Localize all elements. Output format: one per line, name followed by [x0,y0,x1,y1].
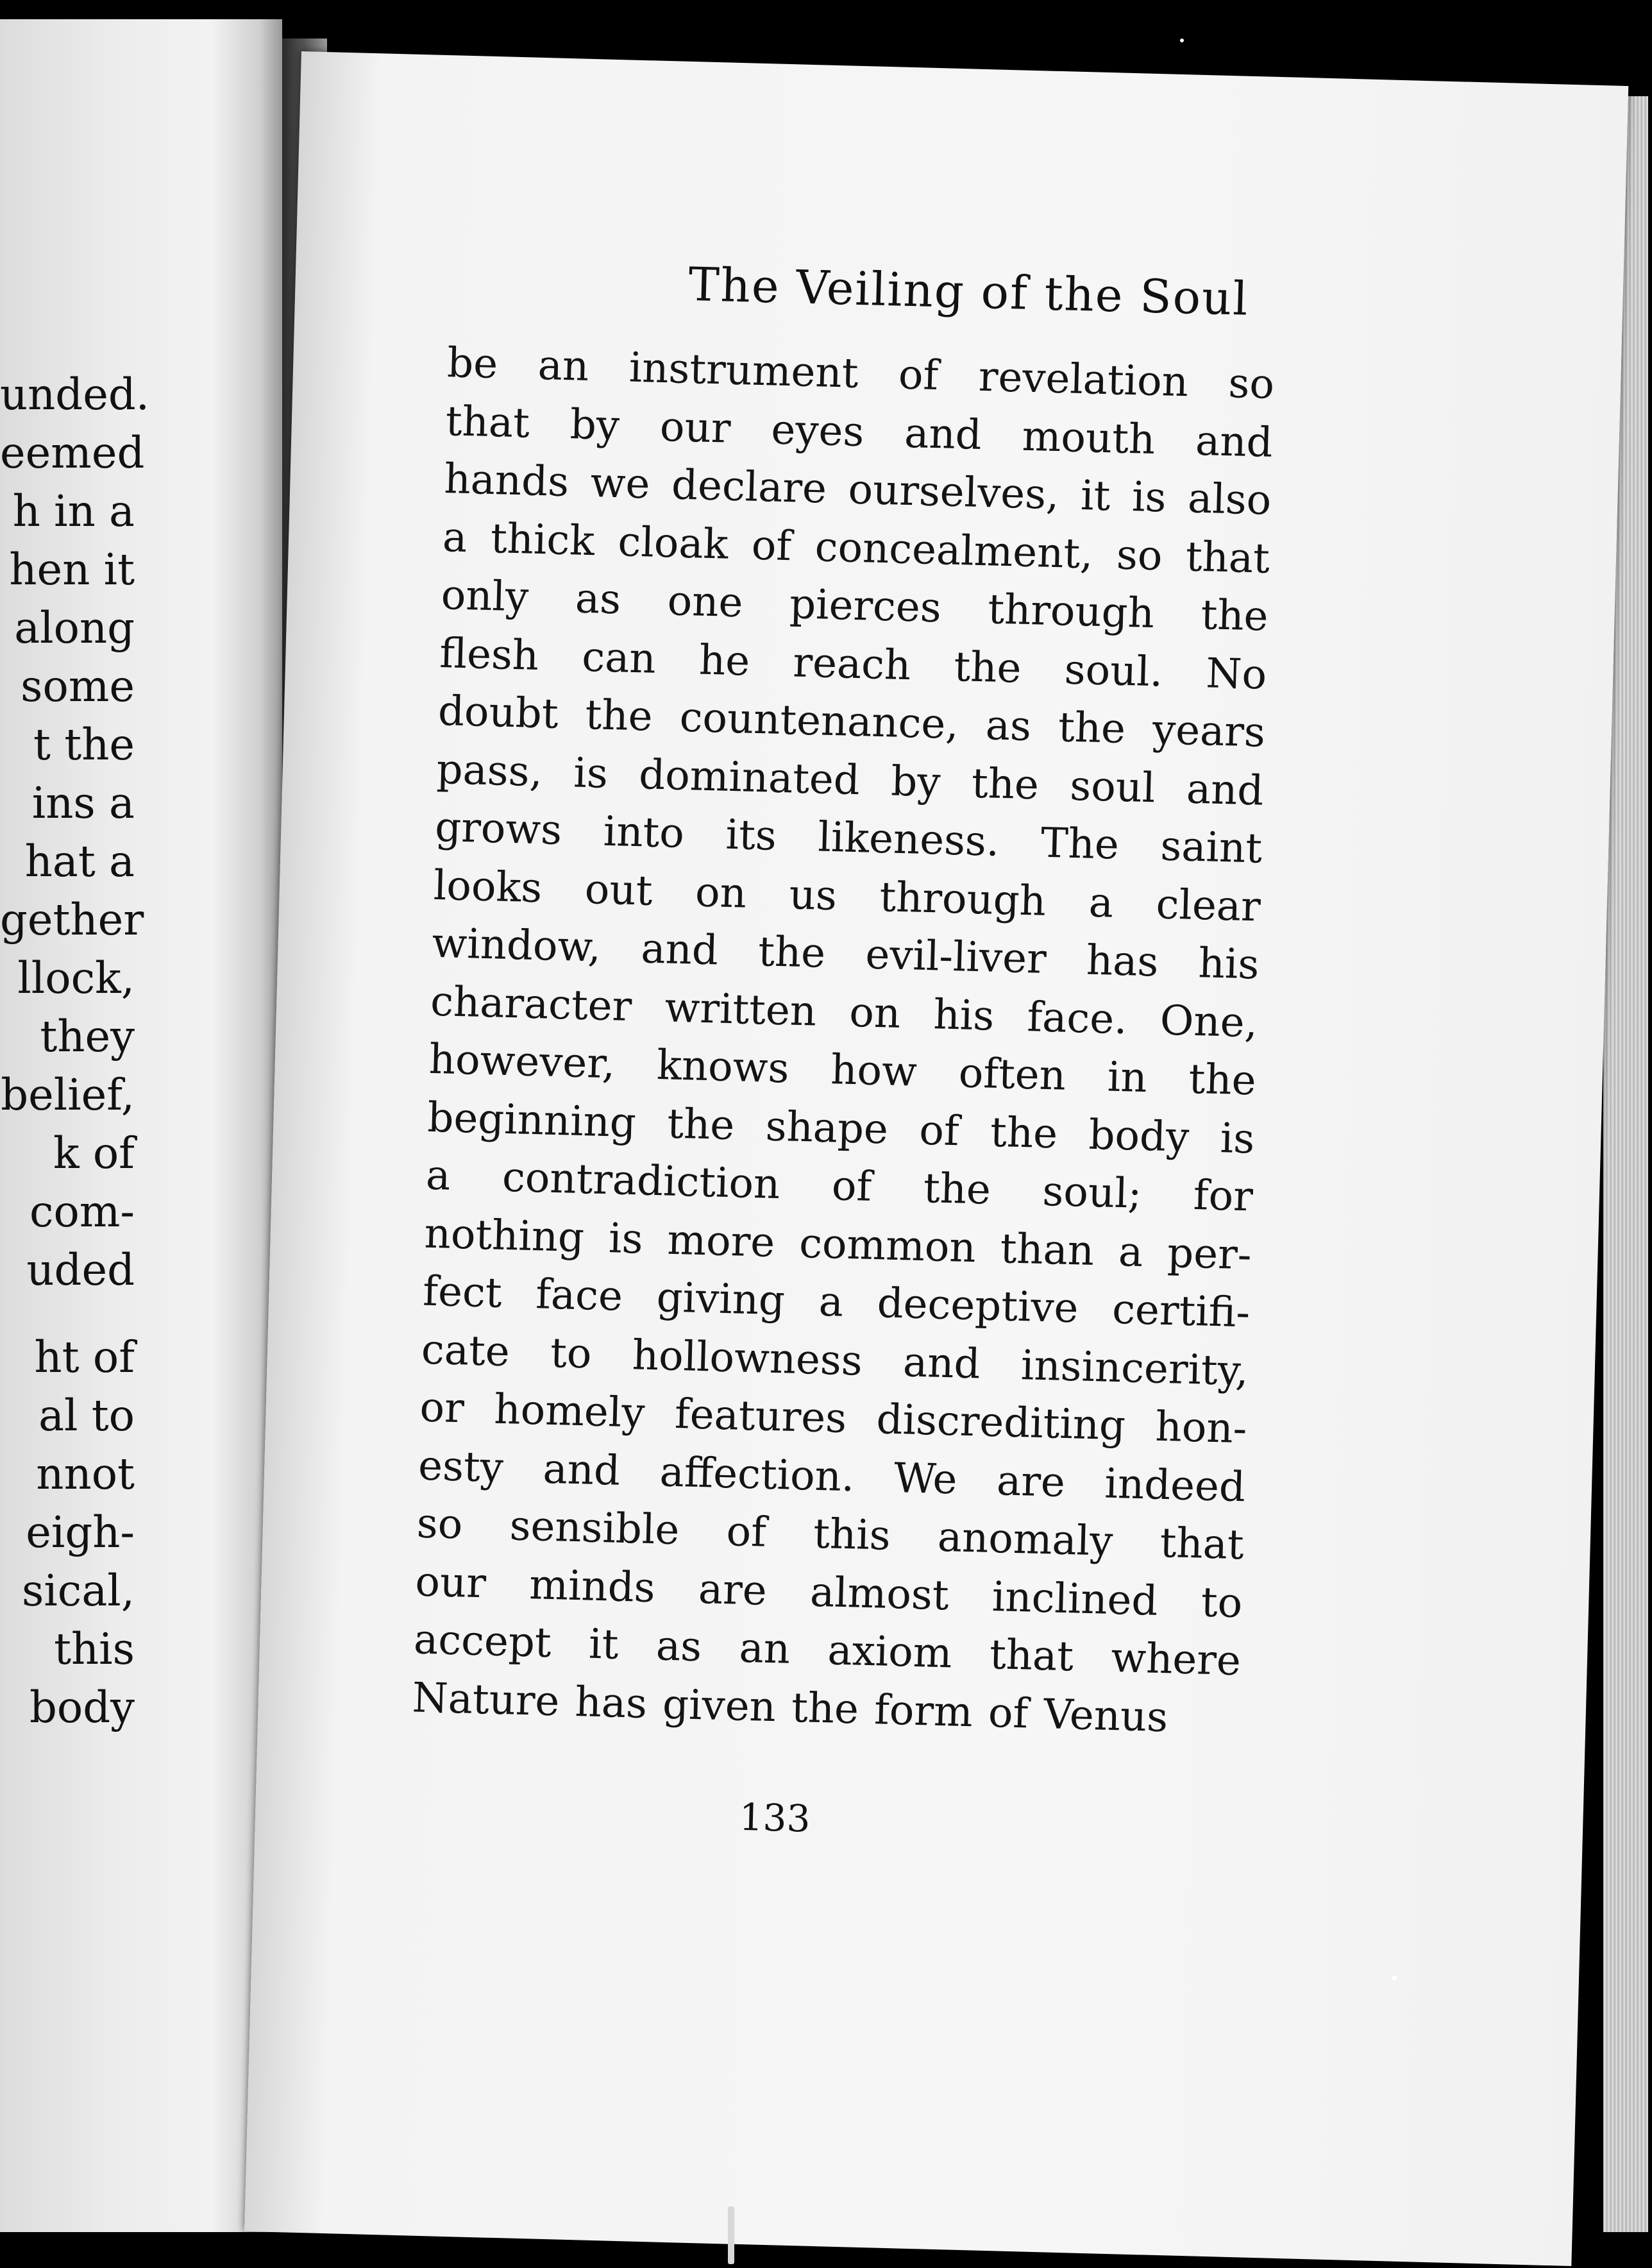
body-line: esty and affection. We are indeed [417,1442,1246,1511]
body-line: our minds are almost inclined to [414,1557,1243,1627]
body-line: hands we declare ourselves, it is also [443,455,1272,525]
left-page-line: llock, [17,953,135,1003]
body-line: pass, is dominated by the soul and [435,745,1265,815]
body-line: window, and the evil-liver has his [431,919,1260,989]
body-line: accept it as an axiom that where [413,1616,1242,1686]
body-line: fect face giving a deceptive certifi- [422,1267,1251,1337]
body-line: or homely features discrediting hon- [419,1384,1248,1453]
page-number: 133 [738,1795,811,1841]
left-page-line: this [54,1624,135,1674]
left-page-line: uded [26,1245,135,1295]
body-line: doubt the countenance, as the years [437,687,1266,757]
left-page-line: nnot [36,1449,135,1499]
left-page-line: com- [29,1187,135,1237]
body-text [412,334,1275,1748]
body-line: however, knows how often in the [428,1035,1257,1105]
right-page [244,51,1628,2266]
body-line: looks out on us through a clear [433,861,1261,931]
running-head: The Veiling of the Soul [687,257,1250,326]
left-page-line: body [30,1682,135,1732]
left-page-line: h in a [12,486,135,536]
body-line: cate to hollowness and insincerity, [421,1326,1249,1395]
body-line: a contradiction of the soul; for [425,1151,1254,1221]
left-page-line: along [14,603,135,653]
left-page-line: al to [38,1391,135,1441]
left-page-line: hen it [9,545,135,595]
left-page-line: t the [33,720,135,770]
body-line: nothing is more common than a per- [423,1210,1252,1279]
left-page-line: eemed [0,428,145,478]
body-line: flesh can he reach the soul. No [439,629,1268,699]
body-line: grows into its likeness. The saint [434,803,1263,873]
body-line: so sensible of this anomaly that [416,1500,1245,1570]
dust-speck [1180,38,1184,42]
body-line: a thick cloak of concealment, so that [442,513,1270,583]
body-line: Nature has given the form of Venus [411,1673,1168,1741]
left-page-line: hat a [24,836,135,886]
left-page-text [0,366,150,1737]
left-page-line: sical, [21,1566,135,1616]
body-line: character written on his face. One, [430,977,1258,1047]
left-page-line: ins a [31,778,135,828]
left-page-line: ht of [34,1332,135,1382]
body-line: only as one pierces through the [440,571,1269,641]
left-page-line: gether [0,895,144,945]
left-page [0,19,282,2232]
left-page-line: unded. [0,369,150,419]
dust-speck [1392,1976,1397,1981]
body-line: that by our eyes and mouth and [445,397,1274,467]
left-page-line: some [21,661,135,711]
left-page-line: belief, [1,1070,135,1120]
left-page-line [0,1299,135,1328]
dust-speck [728,2206,734,2264]
body-line: beginning the shape of the body is [426,1094,1256,1163]
left-page-line: k of [53,1128,135,1178]
body-line: be an instrument of revelation so [446,339,1275,409]
left-page-line: eigh- [26,1507,135,1557]
left-page-line: they [40,1011,135,1062]
